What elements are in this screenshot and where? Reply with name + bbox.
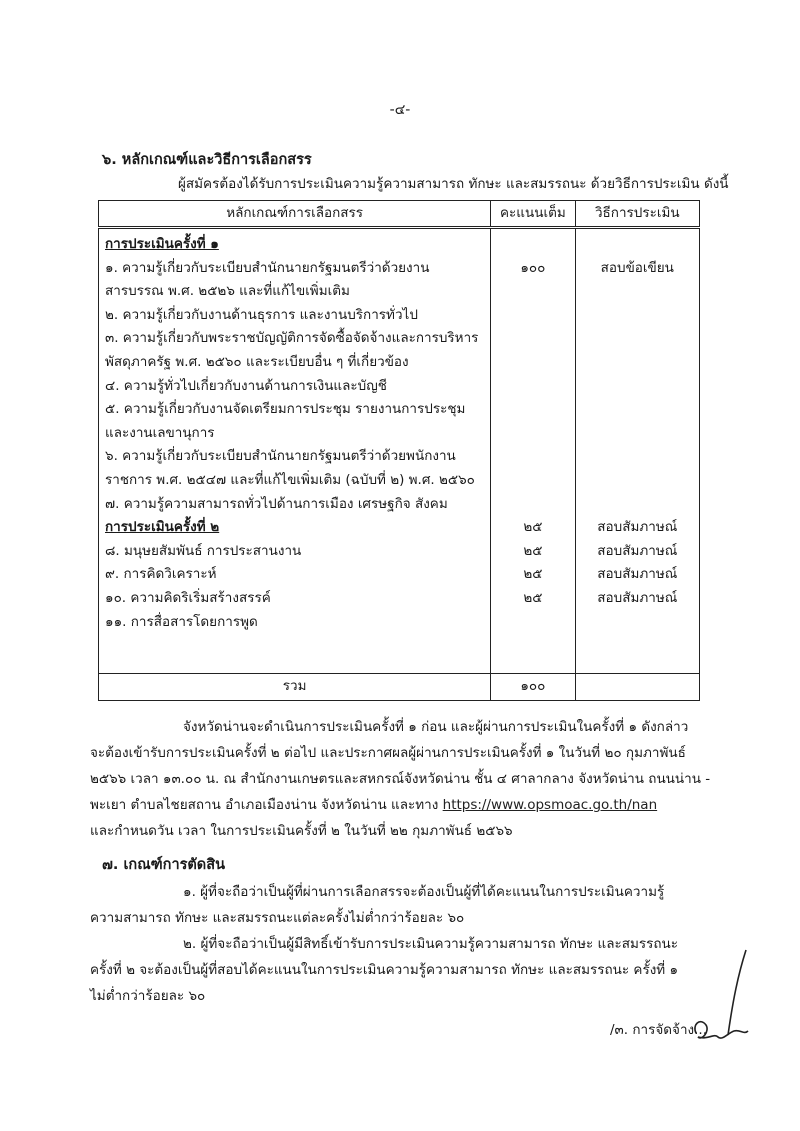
table-body-row <box>99 228 700 674</box>
continued-note: /๓. การจัดจ้าง... <box>610 1022 707 1038</box>
list-item: และงานเลขานุการ <box>105 424 215 441</box>
paragraph-line: ๒๕๖๖ เวลา ๑๓.๐๐ น. ณ สำนักงานเกษตรและสหกรณ์จังหวัดน่าน ชั้น ๔ ศาลากลาง จังหวัดน่าน ถนนน่าน - <box>90 771 711 787</box>
criterion-line: ๑. ผู้ที่จะถือว่าเป็นผู้ที่ผ่านการเลือกสรรจะต้องเป็นผู้ที่ได้คะแนนในการประเมินความรู้ <box>183 884 665 900</box>
method-cell <box>575 228 699 674</box>
list-item: ๑๑. การสื่อสารโดยการพูด <box>105 613 258 630</box>
round2-score: ๒๕ <box>523 542 543 559</box>
page-number: -๔- <box>389 102 411 118</box>
criteria-cell <box>99 228 491 674</box>
total-score: ๑๐๐ <box>491 674 575 701</box>
round1-title: การประเมินครั้งที่ ๑ <box>105 236 219 252</box>
list-item: ๑๐. ความคิดริเริ่มสร้างสรรค์ <box>105 589 271 606</box>
paragraph-line: จังหวัดน่านจะดำเนินการประเมินครั้งที่ ๑ ก่อน และผู้ผ่านการประเมินในครั้งที่ ๑ ดังกล่าว <box>183 719 689 735</box>
round1-score: ๑๐๐ <box>520 259 546 276</box>
round2-score: ๒๕ <box>523 566 543 583</box>
list-item: ๗. ความรู้ความสามารถทั่วไปด้านการเมือง เศรษฐกิจ สังคม <box>105 495 448 512</box>
round2-score: ๒๕ <box>523 519 543 536</box>
section6-intro: ผู้สมัครต้องได้รับการประเมินความรู้ความสามารถ ทักษะ และสมรรถนะ ด้วยวิธีการประเมิน ดังนี้ <box>178 176 729 192</box>
list-item: ๙. การคิดวิเคราะห์ <box>105 566 217 583</box>
list-item: ๑. ความรู้เกี่ยวกับระเบียบสำนักนายกรัฐมนตรีว่าด้วยงาน <box>105 259 430 276</box>
criterion-line: ความสามารถ ทักษะ และสมรรถนะแต่ละครั้งไม่ต่ำกว่าร้อยละ ๖๐ <box>90 910 465 926</box>
criteria-table <box>98 200 700 701</box>
round2-method: สอบสัมภาษณ์ <box>597 566 678 583</box>
header-method: วิธีการประเมิน <box>575 201 699 228</box>
section7-heading: ๗. เกณฑ์การตัดสิน <box>102 857 225 873</box>
round2-title: การประเมินครั้งที่ ๒ <box>105 519 220 536</box>
round2-score: ๒๕ <box>523 589 543 606</box>
table-header-row <box>99 201 700 228</box>
criterion-line: ไม่ต่ำกว่าร้อยละ ๖๐ <box>90 988 206 1004</box>
paragraph-line <box>90 793 657 815</box>
list-item: สารบรรณ พ.ศ. ๒๕๒๖ และที่แก้ไขเพิ่มเติม <box>105 283 350 300</box>
criterion-line: ครั้งที่ ๒ จะต้องเป็นผู้ที่สอบได้คะแนนในการประเมินความรู้ความสามารถ ทักษะ และสมรรถนะ ครั้งที่ ๑ <box>90 962 679 978</box>
website-link[interactable]: https://www.opsmoac.go.th/nan <box>442 797 658 813</box>
total-row <box>99 674 700 701</box>
list-item: ๖. ความรู้เกี่ยวกับระเบียบสำนักนายกรัฐมนตรีว่าด้วยพนักงาน <box>105 448 456 465</box>
paragraph-line: และกำหนดวัน เวลา ในการประเมินครั้งที่ ๒ ในวันที่ ๒๒ กุมภาพันธ์ ๒๕๖๖ <box>90 823 513 839</box>
round2-method: สอบสัมภาษณ์ <box>597 519 678 536</box>
score-cell <box>491 228 575 674</box>
list-item: ๕. ความรู้เกี่ยวกับงานจัดเตรียมการประชุม รายงานการประชุม <box>105 401 466 418</box>
list-item: ๒. ความรู้เกี่ยวกับงานด้านธุรการ และงานบริการทั่วไป <box>105 306 418 323</box>
header-criteria: หลักเกณฑ์การเลือกสรร <box>99 201 491 228</box>
criterion-line: ๒. ผู้ที่จะถือว่าเป็นผู้มีสิทธิ์เข้ารับการประเมินความรู้ความสามารถ ทักษะ และสมรรถนะ <box>183 936 679 952</box>
list-item: พัสดุภาครัฐ พ.ศ. ๒๕๖๐ และระเบียบอื่น ๆ ที่เกี่ยวข้อง <box>105 353 409 370</box>
header-full-score: คะแนนเต็ม <box>491 201 575 228</box>
round2-method: สอบสัมภาษณ์ <box>597 542 678 559</box>
section6-heading: ๖. หลักเกณฑ์และวิธีการเลือกสรร <box>102 152 312 168</box>
list-item: ราชการ พ.ศ. ๒๕๔๗ และที่แก้ไขเพิ่มเติม (ฉบับที่ ๒) พ.ศ. ๒๕๖๐ <box>105 471 475 488</box>
total-label: รวม <box>99 674 491 701</box>
list-item: ๘. มนุษยสัมพันธ์ การประสานงาน <box>105 542 302 559</box>
list-item: ๓. ความรู้เกี่ยวกับพระราชบัญญัติการจัดซื้อจัดจ้างและการบริหาร <box>105 330 479 347</box>
round1-method: สอบข้อเขียน <box>600 259 674 276</box>
signature-mark <box>688 945 758 1055</box>
paragraph-text: พะเยา ตำบลไชยสถาน อำเภอเมืองน่าน จังหวัดน่าน และทาง <box>90 797 443 813</box>
round2-method: สอบสัมภาษณ์ <box>597 589 678 606</box>
paragraph-line: จะต้องเข้ารับการประเมินครั้งที่ ๒ ต่อไป และประกาศผลผู้ผ่านการประเมินครั้งที่ ๑ ในวันที่ ๒๐ กุมภาพันธ์ <box>90 745 686 761</box>
list-item: ๔. ความรู้ทั่วไปเกี่ยวกับงานด้านการเงินและบัญชี <box>105 377 387 394</box>
